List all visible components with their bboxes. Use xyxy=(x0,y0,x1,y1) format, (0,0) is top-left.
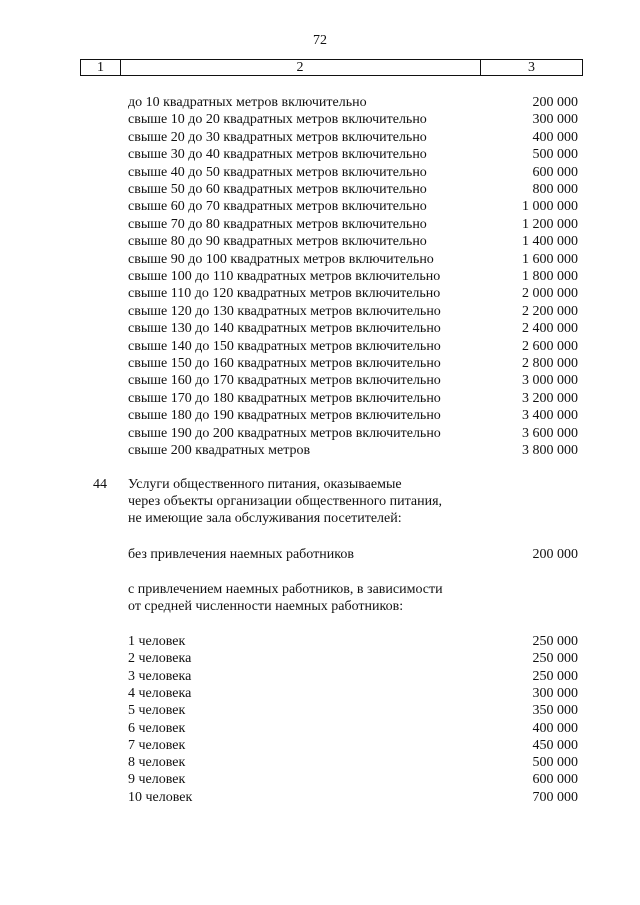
row-label: свыше 100 до 110 квадратных метров включительно xyxy=(128,269,441,284)
table-row xyxy=(0,598,640,615)
row-value: 3 400 000 xyxy=(522,408,578,423)
row-value: 200 000 xyxy=(532,95,578,110)
table-row xyxy=(0,581,640,598)
row-label: свыше 180 до 190 квадратных метров включительно xyxy=(128,408,441,423)
row-value: 3 200 000 xyxy=(522,391,578,406)
row-value: 2 400 000 xyxy=(522,321,578,336)
row-label: от средней численности наемных работников: xyxy=(128,599,404,614)
table-row xyxy=(0,737,640,754)
table-row xyxy=(0,320,640,337)
row-value: 600 000 xyxy=(532,772,578,787)
row-value: 450 000 xyxy=(532,738,578,753)
table-row xyxy=(0,407,640,424)
row-value: 600 000 xyxy=(532,165,578,180)
item-number: 44 xyxy=(93,477,107,492)
row-label: свыше 170 до 180 квадратных метров включительно xyxy=(128,391,441,406)
table-row xyxy=(0,493,640,510)
table-row xyxy=(0,268,640,285)
table-row xyxy=(0,390,640,407)
page-number: 72 xyxy=(313,33,327,48)
table-row xyxy=(0,510,640,527)
row-label: с привлечением наемных работников, в зависимости xyxy=(128,582,443,597)
row-value: 1 400 000 xyxy=(522,234,578,249)
row-value: 250 000 xyxy=(532,651,578,666)
row-label: свыше 70 до 80 квадратных метров включительно xyxy=(128,217,427,232)
row-value: 700 000 xyxy=(532,790,578,805)
table-row xyxy=(0,198,640,215)
table-row xyxy=(0,546,640,563)
table-row xyxy=(0,668,640,685)
row-label: до 10 квадратных метров включительно xyxy=(128,95,367,110)
row-label: не имеющие зала обслуживания посетителей: xyxy=(128,511,402,526)
table-row xyxy=(0,338,640,355)
row-value: 500 000 xyxy=(532,755,578,770)
header-col-2: 2 xyxy=(296,60,304,75)
table-row xyxy=(0,754,640,771)
table-row xyxy=(0,146,640,163)
row-value: 350 000 xyxy=(532,703,578,718)
row-label: 7 человек xyxy=(128,738,186,753)
row-label: 4 человека xyxy=(128,686,192,701)
row-value: 800 000 xyxy=(532,182,578,197)
table-row xyxy=(0,216,640,233)
table-row xyxy=(0,251,640,268)
row-value: 3 800 000 xyxy=(522,443,578,458)
row-label: свыше 130 до 140 квадратных метров включительно xyxy=(128,321,441,336)
row-label: свыше 40 до 50 квадратных метров включительно xyxy=(128,165,427,180)
row-label: свыше 90 до 100 квадратных метров включительно xyxy=(128,252,434,267)
row-label: свыше 60 до 70 квадратных метров включительно xyxy=(128,199,427,214)
row-label: свыше 20 до 30 квадратных метров включительно xyxy=(128,130,427,145)
header-col-3: 3 xyxy=(528,60,535,75)
row-value: 3 000 000 xyxy=(522,373,578,388)
row-value: 200 000 xyxy=(532,547,578,562)
row-label: свыше 150 до 160 квадратных метров включительно xyxy=(128,356,441,371)
row-label: свыше 10 до 20 квадратных метров включительно xyxy=(128,112,427,127)
row-value: 300 000 xyxy=(532,686,578,701)
table-row xyxy=(0,94,640,111)
row-label: 5 человек xyxy=(128,703,186,718)
row-value: 2 200 000 xyxy=(522,304,578,319)
table-row xyxy=(0,355,640,372)
row-label: без привлечения наемных работников xyxy=(128,547,354,562)
table-row xyxy=(0,425,640,442)
table-row xyxy=(0,720,640,737)
row-value: 3 600 000 xyxy=(522,426,578,441)
row-label: свыше 110 до 120 квадратных метров включительно xyxy=(128,286,441,301)
row-label: Услуги общественного питания, оказываемые xyxy=(128,477,402,492)
row-value: 250 000 xyxy=(532,669,578,684)
table-row xyxy=(0,702,640,719)
table-row xyxy=(0,442,640,459)
table-row xyxy=(0,650,640,667)
row-label: 9 человек xyxy=(128,772,186,787)
row-value: 1 800 000 xyxy=(522,269,578,284)
row-label: свыше 160 до 170 квадратных метров включительно xyxy=(128,373,441,388)
table-row xyxy=(0,233,640,250)
row-label: свыше 30 до 40 квадратных метров включительно xyxy=(128,147,427,162)
row-label: свыше 200 квадратных метров xyxy=(128,443,311,458)
row-value: 1 000 000 xyxy=(522,199,578,214)
table-row xyxy=(0,771,640,788)
table-row xyxy=(0,685,640,702)
table-row xyxy=(0,372,640,389)
row-value: 500 000 xyxy=(532,147,578,162)
row-label: 8 человек xyxy=(128,755,186,770)
row-label: через объекты организации общественного питания, xyxy=(128,494,443,509)
row-value: 400 000 xyxy=(532,721,578,736)
row-label: 1 человек xyxy=(128,634,186,649)
table-row xyxy=(0,476,640,493)
table-row xyxy=(0,303,640,320)
row-label: 10 человек xyxy=(128,790,193,805)
row-label: свыше 140 до 150 квадратных метров включительно xyxy=(128,339,441,354)
table-row xyxy=(0,111,640,128)
table-row xyxy=(0,181,640,198)
row-label: 2 человека xyxy=(128,651,192,666)
row-label: свыше 190 до 200 квадратных метров включительно xyxy=(128,426,441,441)
table-row xyxy=(0,633,640,650)
header-col-1: 1 xyxy=(97,60,104,75)
table-row xyxy=(0,164,640,181)
row-label: свыше 50 до 60 квадратных метров включительно xyxy=(128,182,427,197)
table-row xyxy=(0,129,640,146)
row-label: 6 человек xyxy=(128,721,186,736)
row-value: 400 000 xyxy=(532,130,578,145)
row-value: 250 000 xyxy=(532,634,578,649)
row-value: 2 800 000 xyxy=(522,356,578,371)
table-row xyxy=(0,789,640,806)
row-label: свыше 120 до 130 квадратных метров включительно xyxy=(128,304,441,319)
row-value: 300 000 xyxy=(532,112,578,127)
row-value: 1 200 000 xyxy=(522,217,578,232)
row-label: 3 человека xyxy=(128,669,192,684)
row-value: 2 600 000 xyxy=(522,339,578,354)
table-row xyxy=(0,285,640,302)
row-value: 2 000 000 xyxy=(522,286,578,301)
table-header xyxy=(80,59,583,76)
row-value: 1 600 000 xyxy=(522,252,578,267)
row-label: свыше 80 до 90 квадратных метров включительно xyxy=(128,234,427,249)
